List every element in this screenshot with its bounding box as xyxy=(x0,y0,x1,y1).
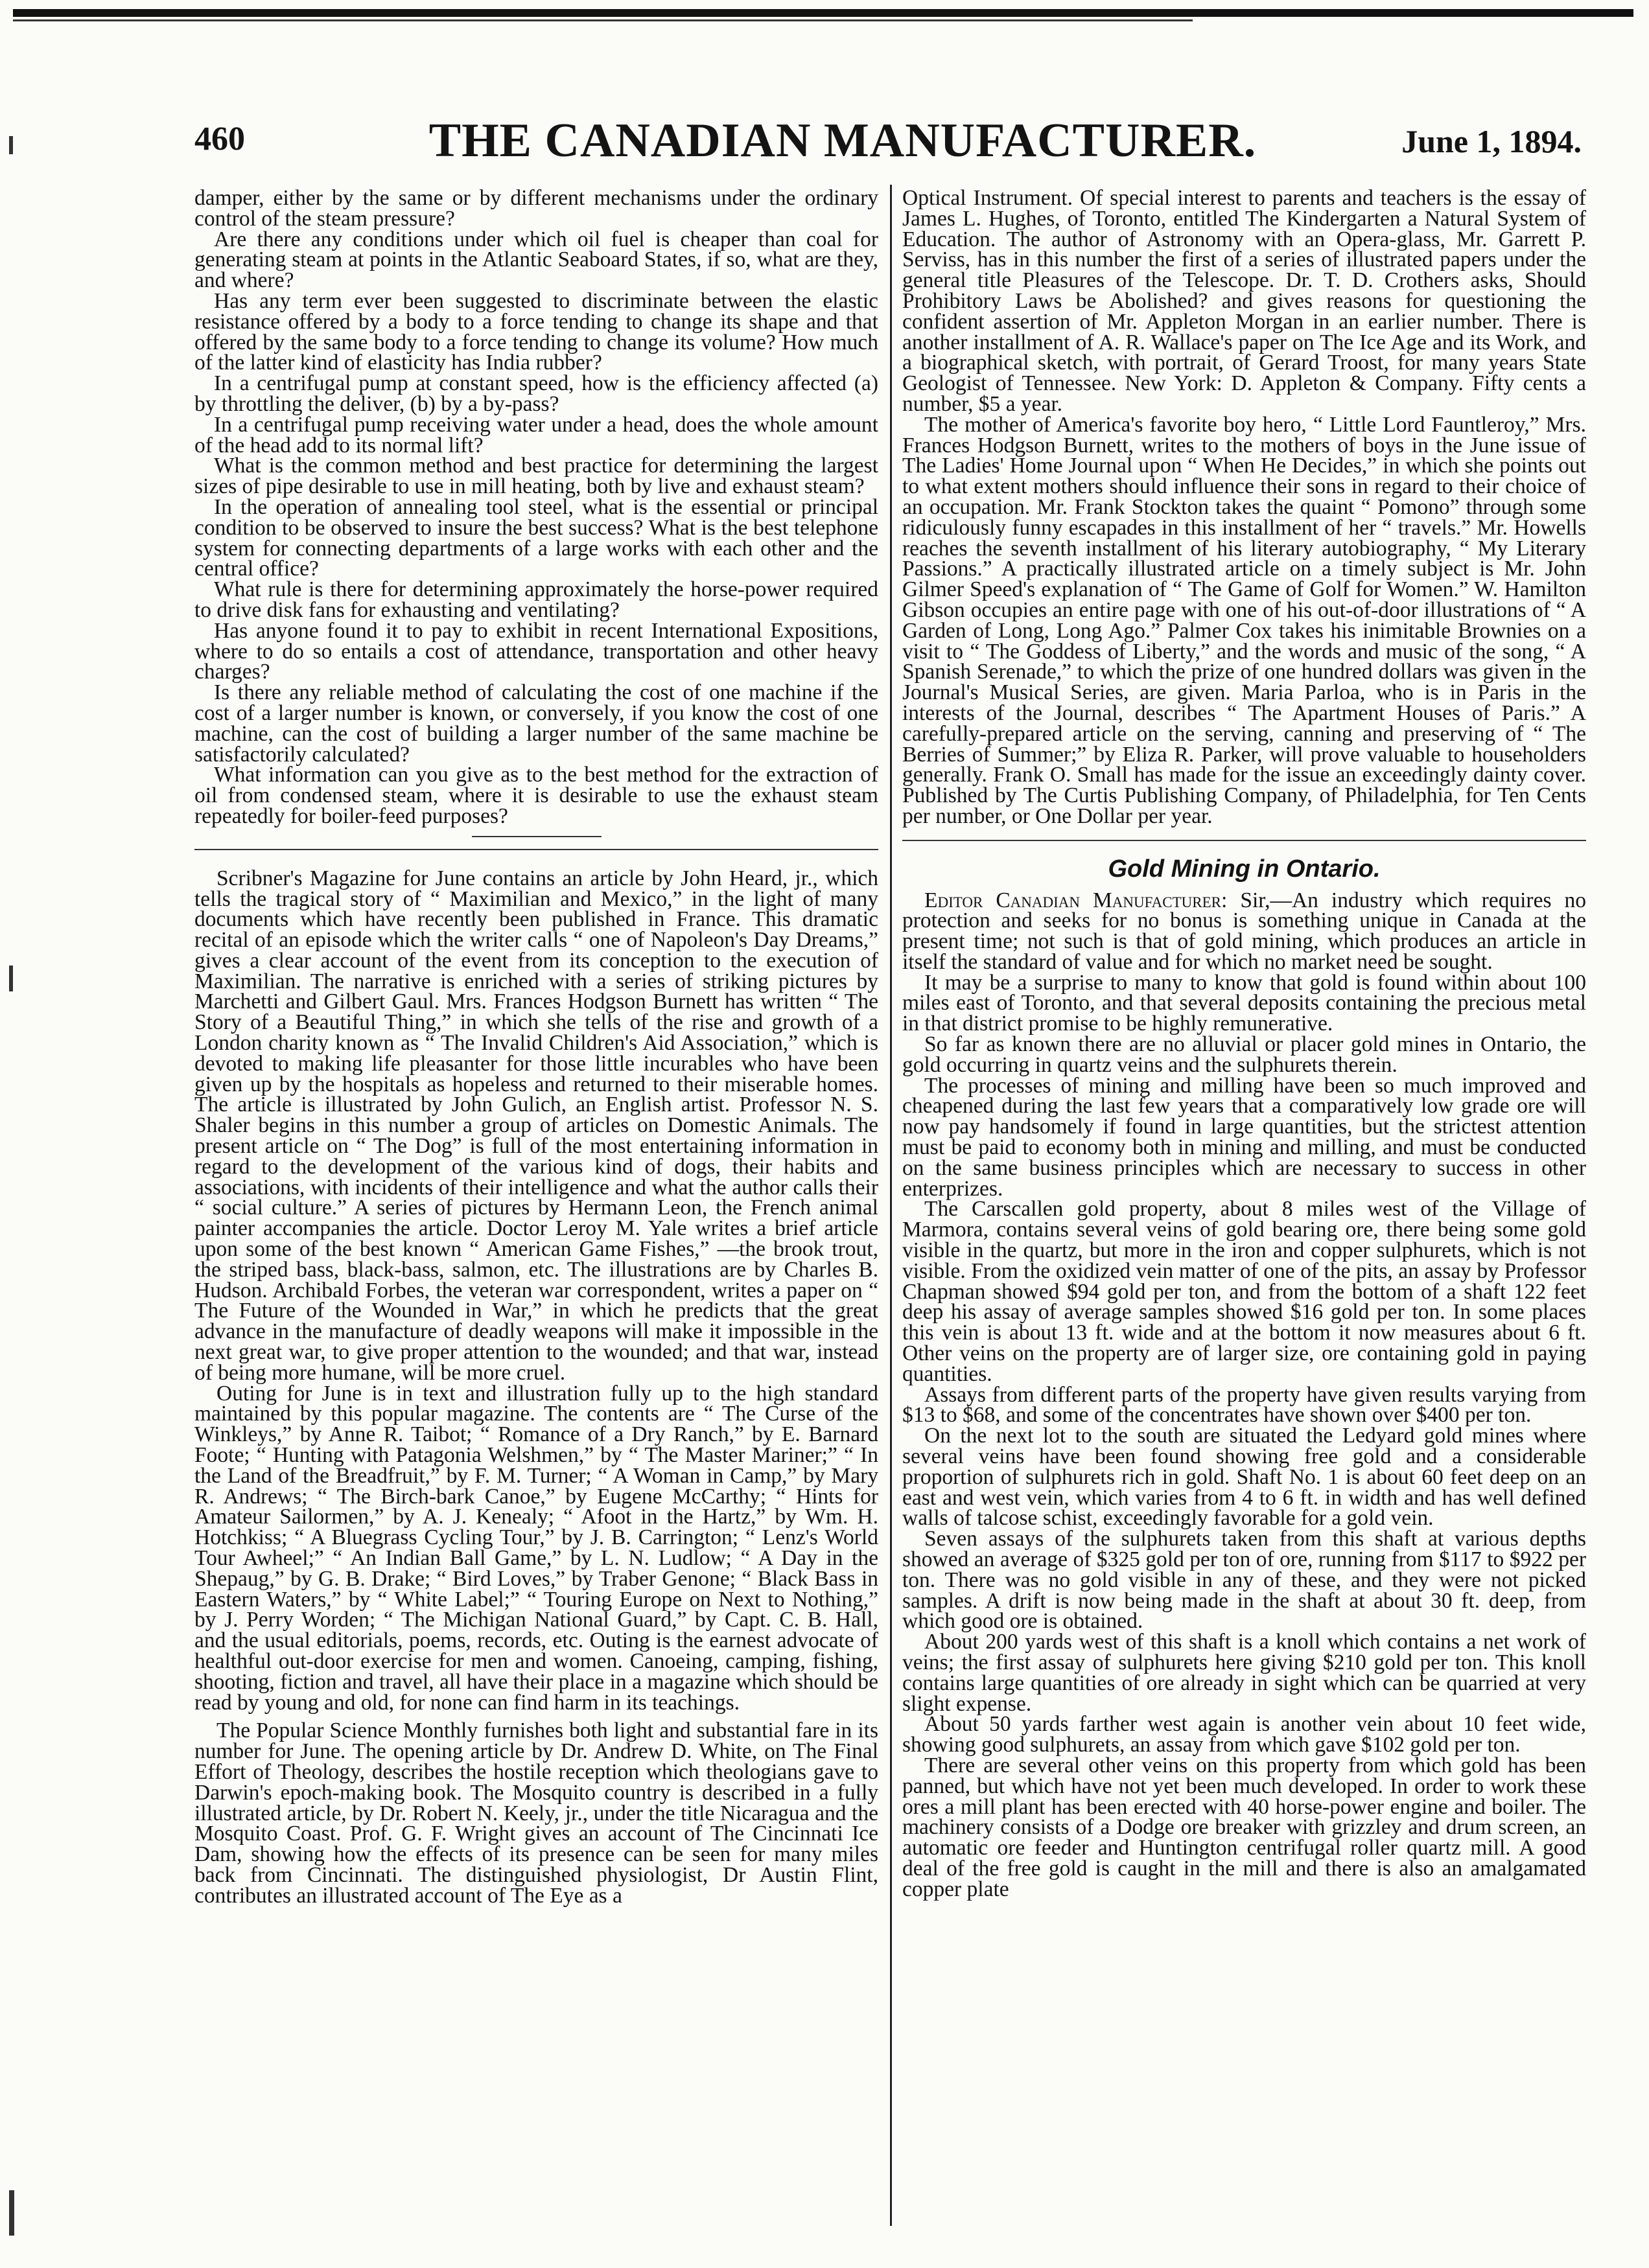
section-separator xyxy=(472,836,602,837)
top-border-rule xyxy=(13,9,1633,17)
question-item: What information can you give as to the best method for the extraction of oil from condensed steam, where it is desirable to use the exhaust steam repeatedly for boiler-feed purposes? xyxy=(194,763,878,828)
question-item: Has any term ever been suggested to discriminate between the elastic resistance offered by a body to a force tending to change its shape and that offered by the same body to a force tending to change its volume? How much of the latter kind of elasticity has India rubber? xyxy=(194,288,878,375)
right-column xyxy=(902,188,1586,2229)
page-header xyxy=(194,113,1582,178)
question-item: What rule is there for determining approximately the horse-power required to drive disk fans for exhausting and ventilating? xyxy=(194,577,878,622)
popular-science-review: The Popular Science Monthly furnishes both light and substantial fare in its number for June. The opening article by Dr. Andrew D. White, on The Final Effort of Theology, describes the hostile reception which theologians gave to Darwin's epoch-making book. The Mosquito country is described in a fully illustrated article, by Dr. Robert N. Keely, jr., under the title Nicaragua and the Mosquito Coast. Prof. G. F. Wright gives an account of The Cincinnati Ice Dam, showing how the effects of its presence can be seen for many miles back from Cincinnati. The distinguished physiologist, Dr Austin Flint, contributes an illustrated account of The Eye as a xyxy=(194,1718,878,1908)
article-paragraph: The processes of mining and milling have been so much improved and cheapened during the last few years that a comparatively low grade ore will now pay handsomely if found in large quantities, but the strictest attention must be paid to economy both in mining and milling, and must be conducted on the same business principles which are necessary to success in other enterprizes. xyxy=(902,1073,1586,1201)
column-divider xyxy=(890,185,892,2226)
margin-mark xyxy=(9,966,13,991)
article-paragraph: Assays from different parts of the property have given results varying from $13 to $68, and some of the concentrates have shown over $400 per ton. xyxy=(902,1382,1586,1428)
outing-review: Outing for June is in text and illustration fully up to the high standard maintained by this popular magazine. The contents are “ The Curse of the Winkleys,” by Anne R. Taibot; “ Romance of a Dry Ranch,” by E. Barnard Foote; “ Hunting with Patagonia Welshmen,” by “ The Master Mariner;” “ In the Land of the Breadfruit,” by F. M. Turner; “ A Woman in Camp,” by Mary R. Andrews; “ The Birch-bark Canoe,” by Eugene McCarthy; “ Hints for Amateur Sailormen,” by A. J. Kenealy; “ Afoot in the Hartz,” by Wm. H. Hotchkiss; “ A Bluegrass Cycling Tour,” by J. B. Carrington; “ Lenz's World Tour Awheel;” “ An Indian Ball Game,” by L. N. Ludlow; “ A Day in the Shepaug,” by G. B. Drake; “ Bird Loves,” by Traber Genone; “ Black Bass in Eastern Waters,” by “ White Label;” “ Touring Europe on Next to Nothing,” by J. Perry Worden; “ The Michigan National Guard,” by Capt. C. B. Hall, and the usual editorials, poems, records, etc. Outing is the earnest advocate of healthful out-door exercise for men and women. Canoeing, camping, fishing, shooting, fiction and travel, all have their place in a magazine which should be read by young and old, for none can find harm in its teachings. xyxy=(194,1381,878,1715)
scribners-review: Scribner's Magazine for June contains an article by John Heard, jr., which tells the tragical story of “ Maximilian and Mexico,” in the light of many documents which have recently been published in France. This dramatic recital of an episode which the writer calls “ one of Napoleon's Day Dreams,” gives a clear account of the event from its conception to the execution of Maximilian. The narrative is enriched with a series of striking pictures by Marchetti and Gilbert Gaul. Mrs. Frances Hodgson Burnett has written “ The Story of a Beautiful Thing,” in which she tells of the rise and growth of a London charity known as “ The Invalid Children's Aid Association,” which is devoted to making life pleasanter for those little incurables who have been given up by the hospitals as hopeless and returned to their miserable homes. The article is illustrated by John Gulich, an English artist. Professor N. S. Shaler begins in this number a group of articles on Domestic Animals. The present article on “ The Dog” is full of the most entertaining information in regard to the development of the various kind of dogs, their habits and associations, with incidents of their intelligence and what the author calls their “ social culture.” A series of pictures by Hermann Leon, the French animal painter accompanies the article. Doctor Leroy M. Yale writes a brief article upon some of the best known “ American Game Fishes,” —the brook trout, the striped bass, black-bass, salmon, etc. The illustrations are by Charles B. Hudson. Archibald Forbes, the veteran war correspondent, writes a paper on “ The Future of the Wounded in War,” in which he predicts that the great advance in the manufacture of deadly weapons will make it impossible in the next great war, to give proper attention to the wounded; and that war, instead of being more humane, will be more cruel. xyxy=(194,866,878,1385)
question-item: In a centrifugal pump receiving water under a head, does the whole amount of the head add to its normal lift? xyxy=(194,412,878,457)
ladies-home-journal-review: The mother of America's favorite boy hero, “ Little Lord Fauntleroy,” Mrs. Frances Hodgson Burnett, writes to the mothers of boys in the June issue of The Ladies' Home Journal upon “ When He Decides,” in which she points out to what extent mothers should influence their sons in regard to their choice of an occupation. Mr. Frank Stockton takes the quaint “ Pomono” through some ridiculously funny escapades in this installment of her “ travels.” Mr. Howells reaches the seventh installment of his literary autobiography, “ My Literary Passions.” A practically illustrated article on a timely subject is Mr. John Gilmer Speed's explanation of “ The Game of Golf for Women.” W. Hamilton Gibson occupies an entire page with one of his out-of-door illustrations of “ A Garden of Long, Long Ago.” Palmer Cox takes his inimitable Brownies on a visit to “ The Goddess of Liberty,” and the words and music of the song, “ A Spanish Serenade,” to which the prize of one hundred dollars was given in the Journal's Musical Series, are given. Maria Parloa, who is in Paris in the interests of the Journal, describes “ The Apartment Houses of Paris.” A carefully-prepared article on the serving, canning and preserving of “ The Berries of Summer;” by Eliza R. Parker, will prove valuable to householders generally. Frank O. Small has made for the issue an exceedingly dainty cover. Published by The Curtis Publishing Company, of Philadelphia, for Ten Cents per number, or One Dollar per year. xyxy=(902,412,1586,828)
article-paragraph: The Carscallen gold property, about 8 miles west of the Village of Marmora, contains several veins of gold bearing ore, there being some gold visible in the quartz, but more in the iron and copper sulphurets, which is not visible. From the oxidized vein matter of one of the pits, an assay by Professor Chapman showed $94 gold per ton, and from the bottom of a shaft 122 feet deep his assay of average samples showed $16 gold per ton. In some places this vein is about 13 ft. wide and at the bottom it now measures about 6 ft. Other veins on the property are of larger size, ore containing gold in paying quantities. xyxy=(902,1197,1586,1386)
article-paragraph: There are several other veins on this property from which gold has been panned, but which have not yet been much developed. In order to work these ores a mill plant has been erected with 40 horse-power engine and boiler. The machinery consists of a Dodge ore breaker with grizzley and drum screen, an automatic ore feeder and Huntington centrifugal roller quartz mill. A good deal of the free gold is caught in the mill and there is also an amalgamated copper plate xyxy=(902,1753,1586,1901)
article-heading: Gold Mining in Ontario. xyxy=(1108,855,1381,883)
article-paragraph: About 50 yards farther west again is another vein about 10 feet wide, showing good sulphurets, an assay from which gave $102 gold per ton. xyxy=(902,1712,1586,1757)
letter-opening xyxy=(902,890,1586,973)
article-paragraph: About 200 yards west of this shaft is a knoll which contains a net work of veins; the first assay of sulphurets here giving $210 gold per ton. This knoll contains large quantities of ore already in sight which can be quarried at very slight expense. xyxy=(902,1630,1586,1716)
question-item: What is the common method and best practice for determining the largest sizes of pipe desirable to use in mill heating, both by live and exhaust steam? xyxy=(194,454,878,499)
question-item: Is there any reliable method of calculating the cost of one machine if the cost of a larger number is known, or conversely, if you know the cost of one machine, can the cost of building a larger number of the same machine be satisfactorily calculated? xyxy=(194,680,878,767)
letter-salutation: Editor Canadian Manufacturer: xyxy=(924,888,1228,912)
letter-opening-text: Sir,—An industry which requires no protection and seeks for no bonus is something unique in Canada at the present time; not such is that of gold mining, which produces an article in itself the standard of value and for which no market need be sought. xyxy=(902,888,1586,974)
article-paragraph: On the next lot to the south are situated the Ledyard gold mines where several veins have been found showing free gold and a considerable proportion of sulphurets rich in gold. Shaft No. 1 is about 60 feet deep on an east and west vein, which varies from 4 to 6 ft. in width and has well defined walls of talcose schist, exceedingly favorable for a gold vein. xyxy=(902,1424,1586,1531)
top-thin-rule xyxy=(13,19,1193,21)
margin-mark xyxy=(9,2190,14,2236)
left-column xyxy=(194,188,878,2229)
question-item: damper, either by the same or by different mechanisms under the ordinary control of the steam pressure? xyxy=(194,188,878,231)
question-item: In a centrifugal pump at constant speed, how is the efficiency affected (a) by throttling the deliver, (b) by a by-pass? xyxy=(194,371,878,416)
section-rule xyxy=(902,840,1586,841)
issue-date: June 1, 1894. xyxy=(1401,123,1582,159)
article-paragraph: So far as known there are no alluvial or placer gold mines in Ontario, the gold occurring in quartz veins and the sulphurets therein. xyxy=(902,1032,1586,1077)
popular-science-continued: Optical Instrument. Of special interest to parents and teachers is the essay of James L. Hughes, of Toronto, entitled The Kindergarten a Natural System of Education. The author of Astronomy with an Opera-glass, Mr. Garrett P. Serviss, has in this number the first of a series of illustrated papers under the general title Pleasures of the Telescope. Dr. T. D. Crothers asks, Should Prohibitory Laws be Abolished? and gives reasons for questioning the confident assertion of Mr. Appleton Morgan in an earlier number. There is another installment of A. R. Wallace's paper on The Ice Age and its Work, and a biographical sketch, with portrait, of Gerard Troost, for many years State Geologist of Tennessee. New York: D. Appleton & Company. Fifty cents a number, $5 a year. xyxy=(902,188,1586,416)
article-paragraph: It may be a surprise to many to know that gold is found within about 100 miles east of Toronto, and that several deposits containing the precious metal in that district promise to be highly remunerative. xyxy=(902,970,1586,1036)
page-number: 460 xyxy=(194,121,245,157)
question-item: Has anyone found it to pay to exhibit in recent International Expositions, where to do so entails a cost of attendance, transportation and other heavy charges? xyxy=(194,618,878,684)
question-item: Are there any conditions under which oil fuel is cheaper than coal for generating steam at points in the Atlantic Seaboard States, if so, what are they, and where? xyxy=(194,227,878,293)
publication-title: THE CANADIAN MANUFACTURER. xyxy=(428,114,1257,167)
margin-mark xyxy=(9,136,13,154)
question-item: In the operation of annealing tool steel, what is the essential or principal condition to be observed to insure the best success? What is the best telephone system for connecting departments of a large works with each other and the central office? xyxy=(194,494,878,581)
section-rule xyxy=(194,849,878,850)
article-paragraph: Seven assays of the sulphurets taken from this shaft at various depths showed an average of $325 gold per ton of ore, running from $117 to $922 per ton. There was no gold visible in any of these, and they were not picked samples. A drift is now being made in the shaft at about 30 ft. deep, from which good ore is obtained. xyxy=(902,1527,1586,1634)
